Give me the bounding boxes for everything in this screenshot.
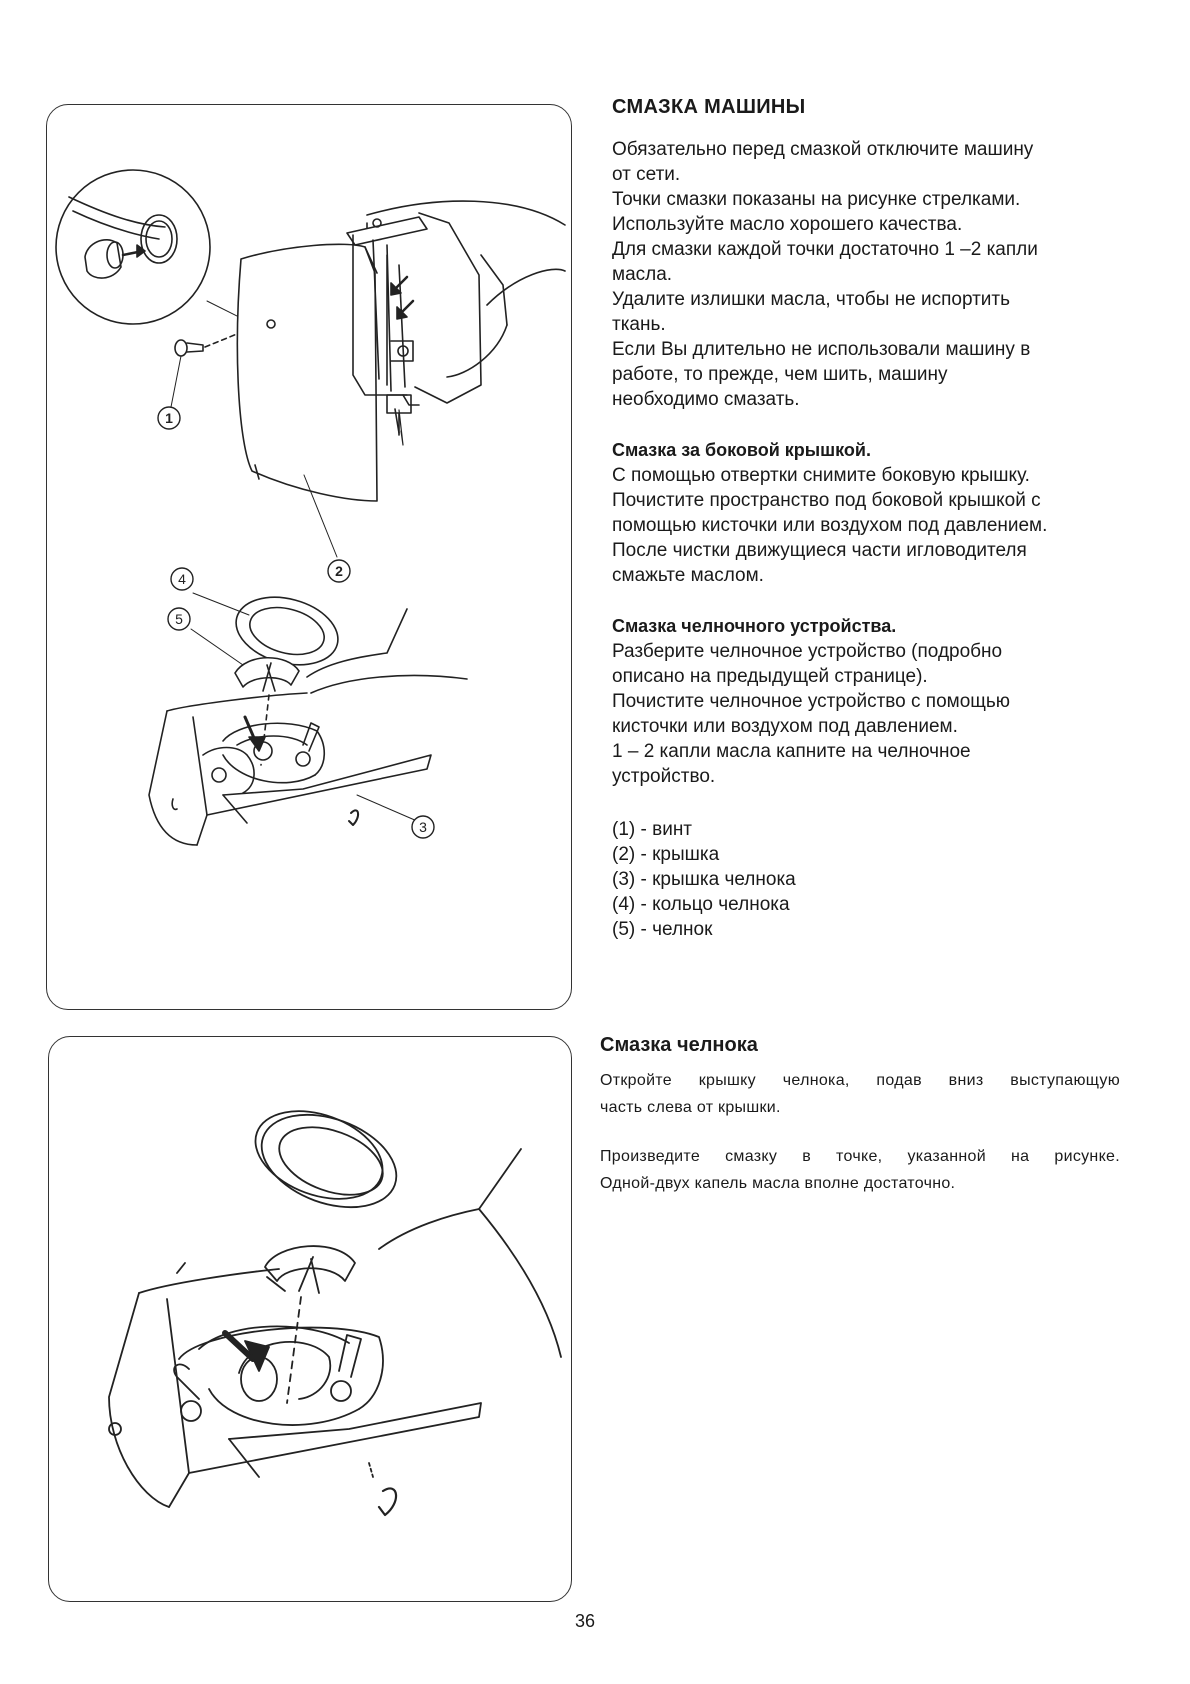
shuttle-device-paragraph: Разберите челночное устройство (подробно описано на предыдущей странице). Почистите челночное устройство с помощью кисточки или воздухом под давлением. 1 – 2 капли масла капните на челночное устройство. bbox=[612, 641, 1011, 787]
hook-ring bbox=[243, 1095, 409, 1225]
legend-item: (2) - крышка bbox=[612, 844, 720, 865]
side-cover-heading: Смазка за боковой крышкой. bbox=[612, 440, 871, 460]
hook-heading: Смазка челнока bbox=[600, 1034, 758, 1056]
hook-lubrication-text-column bbox=[600, 1034, 1120, 1197]
legend-item: (1) - винт bbox=[612, 819, 693, 840]
callout-2: 2 bbox=[335, 563, 343, 579]
needle-bar-mechanism bbox=[347, 201, 565, 445]
hook-paragraph-1: Откройте крышку челнока, подав вниз выступающую часть слева от крышки. bbox=[600, 1072, 1120, 1116]
callout-1: 1 bbox=[165, 410, 173, 426]
side-cover-paragraph: С помощью отвертки снимите боковую крышку. Почистите пространство под боковой крышкой с помощью кисточки или воздухом под давлением. После чистки движущиеся части игловодителя смажьте маслом. bbox=[612, 465, 1048, 586]
legend-item: (5) - челнок bbox=[612, 919, 713, 940]
intro-paragraph: Обязательно перед смазкой отключите машину от сети. Точки смазки показаны на рисунке стрелками. Используйте масло хорошего качества. Для смазки каждой точки достаточно 1 –2 капли масла. Удалите излишки масла, чтобы не испортить ткань. Если Вы длительно не использовали машину в работе, то прежде, чем шить, машину необходимо смазать. bbox=[612, 139, 1038, 410]
page-number: 36 bbox=[575, 1611, 596, 1631]
side-cover bbox=[237, 244, 377, 557]
hook-paragraph-2: Произведите смазку в точке, указанной на рисунке. Одной-двух капель масла вполне достаточно. bbox=[600, 1148, 1120, 1192]
callout-5: 5 bbox=[175, 611, 183, 627]
callout-4: 4 bbox=[178, 571, 186, 587]
callout-3: 3 bbox=[419, 819, 427, 835]
lubrication-text-column bbox=[612, 96, 1132, 942]
shuttle-device-heading: Смазка челночного устройства. bbox=[612, 616, 897, 636]
legend-item: (3) - крышка челнока bbox=[612, 869, 796, 890]
figure-hook-lubrication bbox=[48, 1036, 572, 1602]
page-title: СМАЗКА МАШИНЫ bbox=[612, 96, 806, 118]
oil-point-magnifier bbox=[56, 170, 210, 324]
parts-legend bbox=[612, 817, 1132, 942]
figure-side-cover-and-shuttle bbox=[46, 104, 572, 1010]
legend-item: (4) - кольцо челнока bbox=[612, 894, 790, 915]
